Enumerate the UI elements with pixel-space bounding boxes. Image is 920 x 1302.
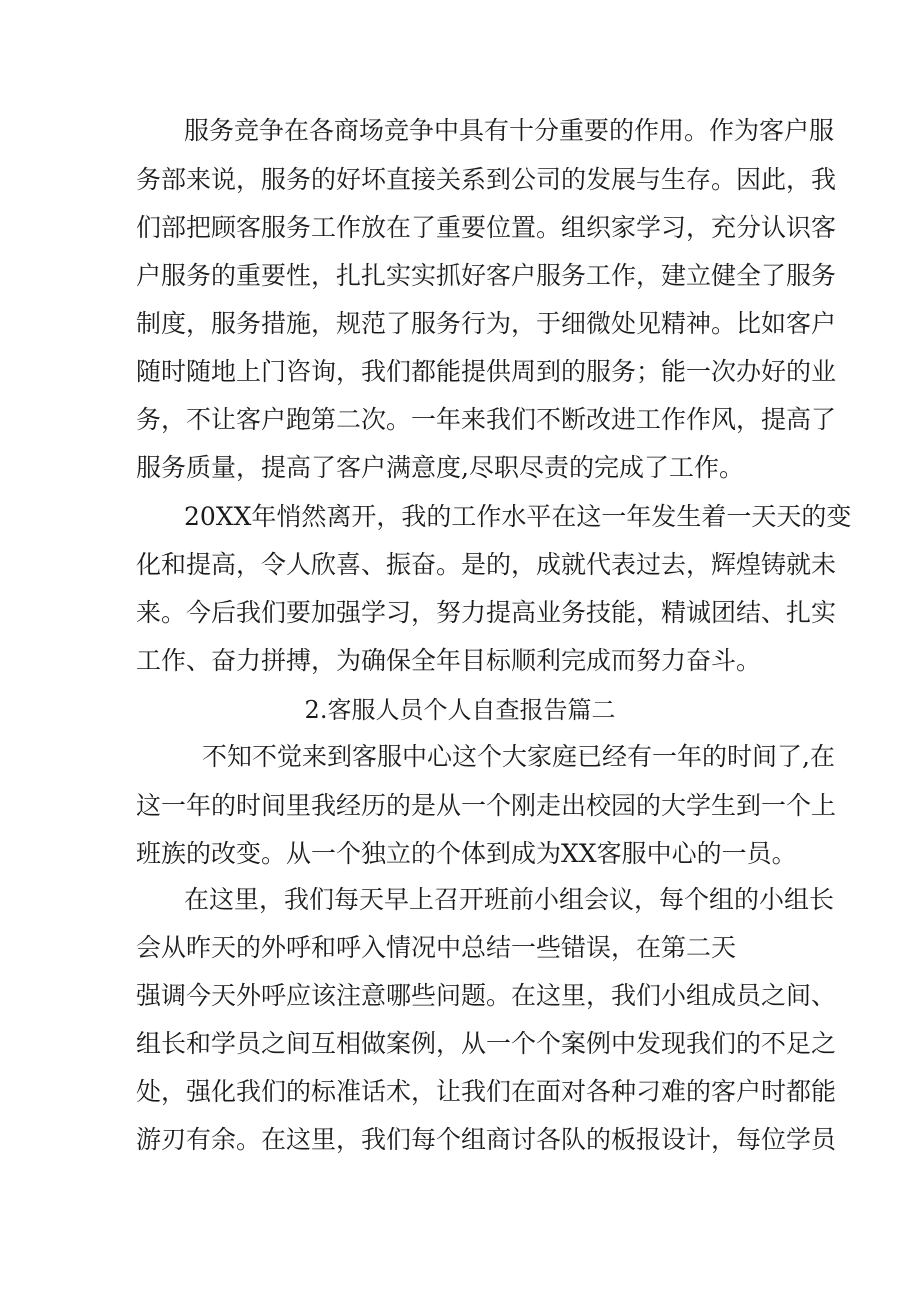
text-line: 强调今天外呼应该注意哪些问题。在这里，我们小组成员之间、 xyxy=(136,981,837,1010)
text-line: 在这里，我们每天早上召开班前小组会议，每个组的小组长 xyxy=(184,885,835,914)
text-line: 处，强化我们的标准话术，让我们在面对各种刁难的客户时都能 xyxy=(136,1077,837,1106)
section-heading: 2.客服人员个人自查报告篇二 xyxy=(304,696,616,724)
text-line: 户服务的重要性，扎扎实实抓好客户服务工作，建立健全了服务 xyxy=(136,261,837,290)
text-line: 化和提高，令人欣喜、振奋。是的，成就代表过去，辉煌铸就未 xyxy=(136,550,837,579)
text-line: 会从昨天的外呼和呼入情况中总结一些错误，在第二天 xyxy=(136,933,737,962)
text-line: 服务竞争在各商场竞争中具有十分重要的作用。作为客户服 xyxy=(184,116,835,145)
text-line: 工作、奋力拼搏，为确保全年目标顺利完成而努力奋斗。 xyxy=(136,646,762,675)
text-line: 随时随地上门咨询，我们都能提供周到的服务；能一次办好的业 xyxy=(136,357,837,386)
text-line: 服务质量，提高了客户满意度,尽职尽责的完成了工作。 xyxy=(136,453,744,482)
text-line: 务，不让客户跑第二次。一年来我们不断改进工作作风，提高了 xyxy=(136,405,837,434)
text-line: 组长和学员之间互相做案例，从一个个案例中发现我们的不足之 xyxy=(136,1029,837,1058)
text-line: 们部把顾客服务工作放在了重要位置。组织家学习，充分认识客 xyxy=(136,213,837,242)
text-line: 来。今后我们要加强学习，努力提高业务技能，精诚团结、扎实 xyxy=(136,598,837,627)
text-line: 制度，服务措施，规范了服务行为，于细微处见精神。比如客户 xyxy=(136,309,837,338)
text-line: 20XX年悄然离开，我的工作水平在这一年发生着一天天的变 xyxy=(184,502,852,531)
text-line: 游刃有余。在这里，我们每个组商讨各队的板报设计，每位学员 xyxy=(136,1125,837,1154)
text-line: 班族的改变。从一个独立的个体到成为XX客服中心的一员。 xyxy=(136,839,797,868)
text-line: 这一年的时间里我经历的是从一个刚走出校园的大学生到一个上 xyxy=(136,791,837,820)
text-line: 不知不觉来到客服中心这个大家庭已经有一年的时间了,在 xyxy=(202,742,835,771)
text-line: 务部来说，服务的好坏直接关系到公司的发展与生存。因此，我 xyxy=(136,165,837,194)
